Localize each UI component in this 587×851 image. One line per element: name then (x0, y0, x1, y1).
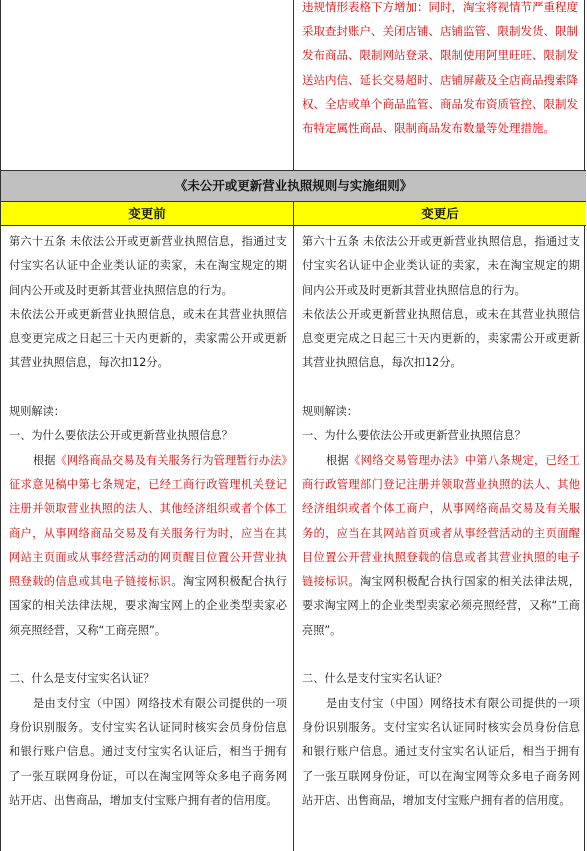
column-headers (1, 202, 586, 226)
header-after: 变更后 (294, 202, 586, 226)
previous-row (1, 0, 586, 170)
question-1: 一、为什么要依法公开或更新营业执照信息？ (302, 429, 526, 443)
answer-1 (9, 449, 287, 643)
answer-1-suffix: 。淘宝网积极配合执行国家的相关法律法规，要求淘宝网上的企业类型卖家必须亮照经营，又称“工商亮照”。 (302, 575, 580, 637)
before-column (1, 226, 294, 851)
header-before: 变更前 (1, 202, 294, 226)
answer-1 (302, 449, 580, 643)
answer-1-prefix: 根据 (326, 453, 350, 467)
question-2: 二、什么是支付宝实名认证？ (302, 672, 448, 686)
after-column (294, 226, 586, 851)
question-2: 二、什么是支付宝实名认证？ (9, 672, 155, 686)
penalty-text: 未依法公开或更新营业执照信息，或未在其营业执照信息变更完成之日起三十天内更新的，卖家需公开或更新其营业执照信息，每次扣12分。 (9, 307, 287, 370)
previous-row-right-cell (294, 0, 586, 170)
article-65-text: 第六十五条 未依法公开或更新营业执照信息，指通过支付宝实名认证中企业类认证的卖家，未在淘宝规定的期间内公开或及时更新其营业执照信息的行为。 (302, 235, 580, 297)
answer-1-prefix: 根据 (33, 453, 56, 467)
answer-1-red-citation: 《网络交易管理办法》中第八条规定，已经工商行政管理部门登记注册并领取营业执照的法人、其他经济组织或者个体工商户，从事网络商品交易及有关服务的，应当在其网站首页或者从事经营活动的主页面醒目位置公开营业执照登载的信息或者其营业执照的电子链接标识 (302, 453, 580, 589)
penalty-text: 未依法公开或更新营业执照信息，或未在其营业执照信息变更完成之日起三十天内更新的，卖家需公开或更新其营业执照信息，每次扣12分。 (302, 307, 580, 370)
added-measures-text: 违规情形表格下方增加：同时，淘宝将视情节严重程度采取查封账户、关闭店铺、店铺监管、限制发货、限制发布商品、限制网站登录、限制使用阿里旺旺、限制发送站内信、延长交易超时、店铺屏蔽及全店商品搜索降权、全店或单个商品监管、商品发布资质管控、限制发布特定属性商品、限制商品发布数量等处理措施。 (302, 0, 578, 136)
answer-1-red-citation: 《网络商品交易及有关服务行为管理暂行办法》征求意见稿中第七条规定，已经工商行政管理机关登记注册并领取营业执照的法人、其他经济组织或者个体工商户，从事网络商品交易及有关服务行为时，应当在其网站主页面或从事经营活动的网页醒目位置公开营业执照登载的信息或其电子链接标识 (9, 453, 287, 589)
previous-row-left-cell (1, 0, 294, 170)
answer-2: 是由支付宝（中国）网络技术有限公司提供的一项身份识别服务。支付宝实名认证同时核实会员身份信息和银行账户信息。通过支付宝实名认证后，相当于拥有了一张互联网身份证，可以在淘宝网等众多电子商务网站开店、出售商品，增加支付宝账户拥有者的信用度。 (9, 696, 287, 807)
answer-2: 是由支付宝（中国）网络技术有限公司提供的一项身份识别服务。支付宝实名认证同时核实会员身份信息和银行账户信息。通过支付宝实名认证后，相当于拥有了一张互联网身份证，可以在淘宝网等众多电子商务网站开店、出售商品，增加支付宝账户拥有者的信用度。 (302, 696, 580, 807)
answer-1-suffix: 。淘宝网积极配合执行国家的相关法律法规，要求淘宝网上的企业类型卖家必须亮照经营，又称“工商亮照”。 (9, 575, 287, 637)
article-65-text: 第六十五条 未依法公开或更新营业执照信息，指通过支付宝实名认证中企业类认证的卖家，未在淘宝规定的期间内公开或及时更新其营业执照信息的行为。 (9, 235, 287, 297)
section-title: 《未公开或更新营业执照规则与实施细则》 (1, 170, 586, 202)
question-1: 一、为什么要依法公开或更新营业执照信息？ (9, 429, 233, 443)
interpretation-label: 规则解读： (302, 405, 358, 419)
interpretation-label: 规则解读： (9, 405, 65, 419)
